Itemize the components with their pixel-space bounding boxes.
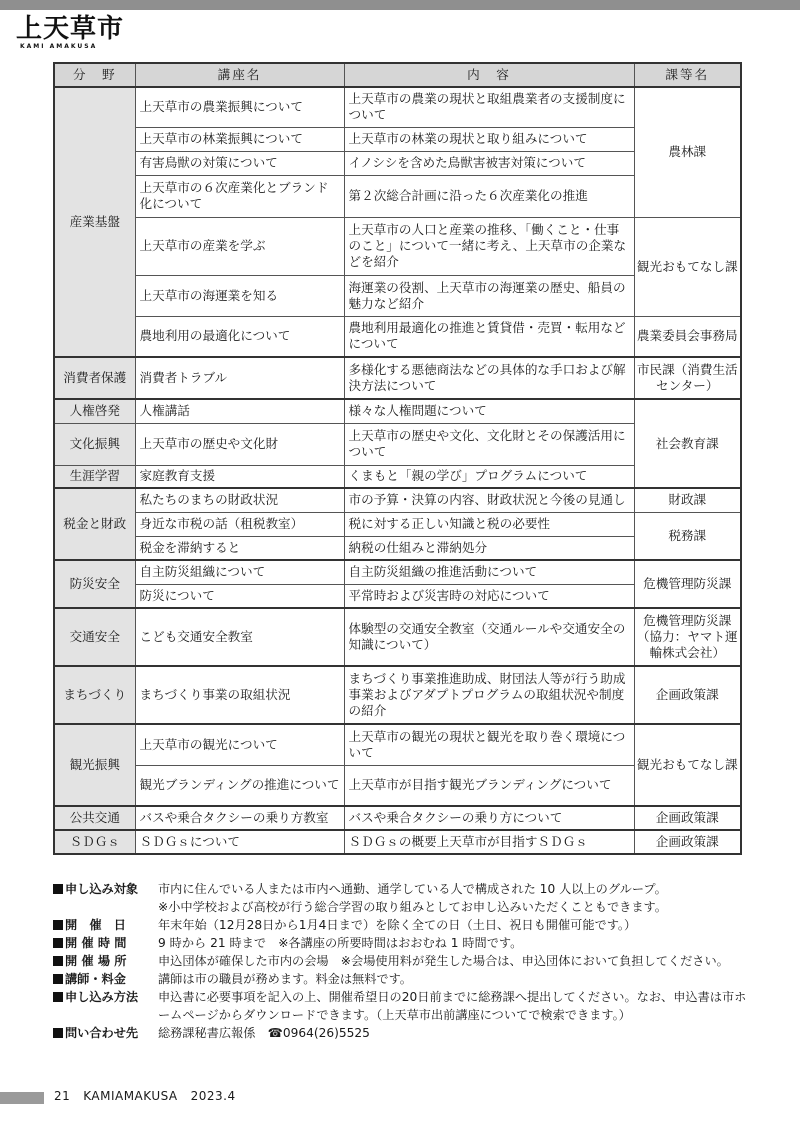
note-label: 開 催 場 所 [65, 954, 127, 968]
course-cell: 人権講話 [135, 399, 344, 423]
content-cell: 多様化する悪徳商法などの具体的な手口および解決方法について [344, 357, 634, 399]
content-cell: バスや乗合タクシーの乗り方について [344, 806, 634, 830]
application-notes [53, 880, 753, 1042]
course-cell: 税金を滞納すると [135, 536, 344, 560]
table-row [54, 488, 741, 512]
square-bullet-icon [53, 920, 63, 930]
header-field: 分 野 [54, 63, 135, 87]
content-cell: 上天草市の人口と産業の推移、「働くこと・仕事のこと」について一緒に考え、上天草市の企業などを紹介 [344, 217, 634, 275]
table-row [54, 560, 741, 584]
course-cell: 消費者トラブル [135, 357, 344, 399]
content-cell: 農地利用最適化の推進と賃貸借・売買・転用などについて [344, 316, 634, 357]
note-target [53, 880, 753, 898]
content-cell: 上天草市の歴史や文化、文化財とその保護活用について [344, 423, 634, 465]
category-cell: 生涯学習 [54, 465, 135, 488]
page-footer [54, 1089, 236, 1103]
note-contact [53, 1024, 753, 1042]
content-cell: 第２次総合計画に沿った６次産業化の推進 [344, 175, 634, 217]
content-cell: 様々な人権問題について [344, 399, 634, 423]
top-bar [0, 0, 800, 10]
content-cell: 税に対する正しい知識と税の必要性 [344, 512, 634, 536]
note-text: 総務課秘書広報係 ☎0964(26)5525 [158, 1026, 370, 1040]
category-cell: 産業基盤 [54, 87, 135, 357]
table-row [54, 316, 741, 357]
note-method [53, 988, 753, 1024]
square-bullet-icon [53, 938, 63, 948]
dept-cell: 農林課 [634, 87, 741, 217]
content-cell: 納税の仕組みと滞納処分 [344, 536, 634, 560]
square-bullet-icon [53, 974, 63, 984]
table-row [54, 830, 741, 854]
course-cell: 有害鳥獣の対策について [135, 151, 344, 175]
dept-cell: 危機管理防災課（協力：ヤマト運輸株式会社） [634, 608, 741, 666]
course-cell: ＳＤＧｓについて [135, 830, 344, 854]
course-cell: 上天草市の農業振興について [135, 87, 344, 127]
square-bullet-icon [53, 956, 63, 966]
content-cell: 上天草市の林業の現状と取り組みについて [344, 127, 634, 151]
table-row [54, 87, 741, 127]
footer-bar [0, 1092, 44, 1104]
category-cell: 防災安全 [54, 560, 135, 608]
square-bullet-icon [53, 992, 63, 1002]
category-cell: まちづくり [54, 666, 135, 724]
dept-cell: 社会教育課 [634, 399, 741, 488]
dept-cell: 観光おもてなし課 [634, 217, 741, 316]
note-text: 申込書に必要事項を記入の上、開催希望日の20日前までに総務課へ提出してください。なお、申込書は市ホームページからダウンロードできます。（上天草市出前講座についてで検索できます。） [158, 990, 747, 1022]
dept-cell: 財政課 [634, 488, 741, 512]
content-cell: 海運業の役割、上天草市の海運業の歴史、船員の魅力など紹介 [344, 275, 634, 316]
note-text: 9 時から 21 時まで ※各講座の所要時間はおおむね 1 時間です。 [158, 936, 523, 950]
category-cell: 交通安全 [54, 608, 135, 666]
dept-cell: 税務課 [634, 512, 741, 560]
course-cell: 上天草市の海運業を知る [135, 275, 344, 316]
table-row [54, 512, 741, 536]
header-content: 内 容 [344, 63, 634, 87]
course-cell: まちづくり事業の取組状況 [135, 666, 344, 724]
table-row [54, 608, 741, 666]
content-cell: くまもと「親の学び」プログラムについて [344, 465, 634, 488]
note-label: 開 催 時 間 [65, 936, 127, 950]
course-cell: 防災について [135, 584, 344, 608]
issue-date: 2023.4 [190, 1089, 236, 1103]
note-label: 問い合わせ先 [65, 1026, 139, 1040]
note-venue [53, 952, 753, 970]
table-row [54, 217, 741, 275]
category-cell: 公共交通 [54, 806, 135, 830]
content-cell: 自主防災組織の推進活動について [344, 560, 634, 584]
note-text: 市内に住んでいる人または市内へ通勤、通学している人で構成された 10 人以上のグループ。 [158, 882, 667, 896]
course-cell: 上天草市の観光について [135, 724, 344, 765]
note-time [53, 934, 753, 952]
note-label: 開 催 日 [65, 918, 126, 932]
table-row [54, 724, 741, 765]
course-cell: 上天草市の林業振興について [135, 127, 344, 151]
dept-cell: 企画政策課 [634, 666, 741, 724]
course-cell: こども交通安全教室 [135, 608, 344, 666]
table-row [54, 806, 741, 830]
category-cell: 文化振興 [54, 423, 135, 465]
course-cell: 私たちのまちの財政状況 [135, 488, 344, 512]
header-dept: 課等名 [634, 63, 741, 87]
note-label: 申し込み方法 [65, 990, 139, 1004]
magazine-name: KAMIAMAKUSA [83, 1089, 178, 1103]
content-cell: まちづくり事業推進助成、財団法人等が行う助成事業およびアダプトプログラムの取組状況や制度の紹介 [344, 666, 634, 724]
category-cell: 消費者保護 [54, 357, 135, 399]
square-bullet-icon [53, 884, 63, 894]
category-cell: 観光振興 [54, 724, 135, 806]
course-cell: 家庭教育支援 [135, 465, 344, 488]
dept-cell: 企画政策課 [634, 830, 741, 854]
logo-text: 上天草市 [16, 14, 125, 44]
note-date [53, 916, 753, 934]
dept-cell: 危機管理防災課 [634, 560, 741, 608]
table-header-row [54, 63, 741, 87]
table-row [54, 357, 741, 399]
content-cell: 上天草市の農業の現状と取組農業者の支援制度について [344, 87, 634, 127]
city-logo [14, 14, 124, 48]
note-text: 申込団体が確保した市内の会場 ※会場使用料が発生した場合は、申込団体において負担してください。 [158, 954, 729, 968]
content-cell: ＳＤＧｓの概要上天草市が目指すＳＤＧｓ [344, 830, 634, 854]
dept-cell: 農業委員会事務局 [634, 316, 741, 357]
table-row [54, 666, 741, 724]
lecture-table [53, 62, 742, 855]
note-text: 年末年始（12月28日から1月4日まで）を除く全ての日（土日、祝日も開催可能です。） [158, 918, 637, 932]
dept-cell: 観光おもてなし課 [634, 724, 741, 806]
course-cell: 観光ブランディングの推進について [135, 765, 344, 806]
content-cell: 体験型の交通安全教室（交通ルールや交通安全の知識について） [344, 608, 634, 666]
course-cell: 農地利用の最適化について [135, 316, 344, 357]
course-cell: 上天草市の６次産業化とブランド化について [135, 175, 344, 217]
course-cell: 上天草市の産業を学ぶ [135, 217, 344, 275]
content-cell: イノシシを含めた鳥獣害被害対策について [344, 151, 634, 175]
note-lecturer-fee [53, 970, 753, 988]
note-text: 講師は市の職員が務めます。料金は無料です。 [158, 972, 412, 986]
page-number: 21 [54, 1089, 71, 1103]
note-label: 申し込み対象 [65, 882, 139, 896]
square-bullet-icon [53, 1028, 63, 1038]
table-row [54, 399, 741, 423]
dept-cell: 企画政策課 [634, 806, 741, 830]
category-cell: ＳＤＧｓ [54, 830, 135, 854]
category-cell: 税金と財政 [54, 488, 135, 560]
content-cell: 上天草市が目指す観光ブランディングについて [344, 765, 634, 806]
course-cell: 上天草市の歴史や文化財 [135, 423, 344, 465]
note-text: ※小中学校および高校が行う総合学習の取り組みとしてお申し込みいただくこともできます。 [158, 900, 667, 914]
content-cell: 平常時および災害時の対応について [344, 584, 634, 608]
course-cell: 身近な市税の話（租税教室） [135, 512, 344, 536]
course-cell: 自主防災組織について [135, 560, 344, 584]
logo-subtext: KAMI AMAKUSA [20, 43, 98, 50]
course-cell: バスや乗合タクシーの乗り方教室 [135, 806, 344, 830]
content-cell: 上天草市の観光の現状と観光を取り巻く環境について [344, 724, 634, 765]
header-course: 講座名 [135, 63, 344, 87]
category-cell: 人権啓発 [54, 399, 135, 423]
dept-cell: 市民課（消費生活センター） [634, 357, 741, 399]
content-cell: 市の予算・決算の内容、財政状況と今後の見通し [344, 488, 634, 512]
note-target-sub [53, 898, 753, 916]
note-label: 講師・料金 [65, 972, 126, 986]
